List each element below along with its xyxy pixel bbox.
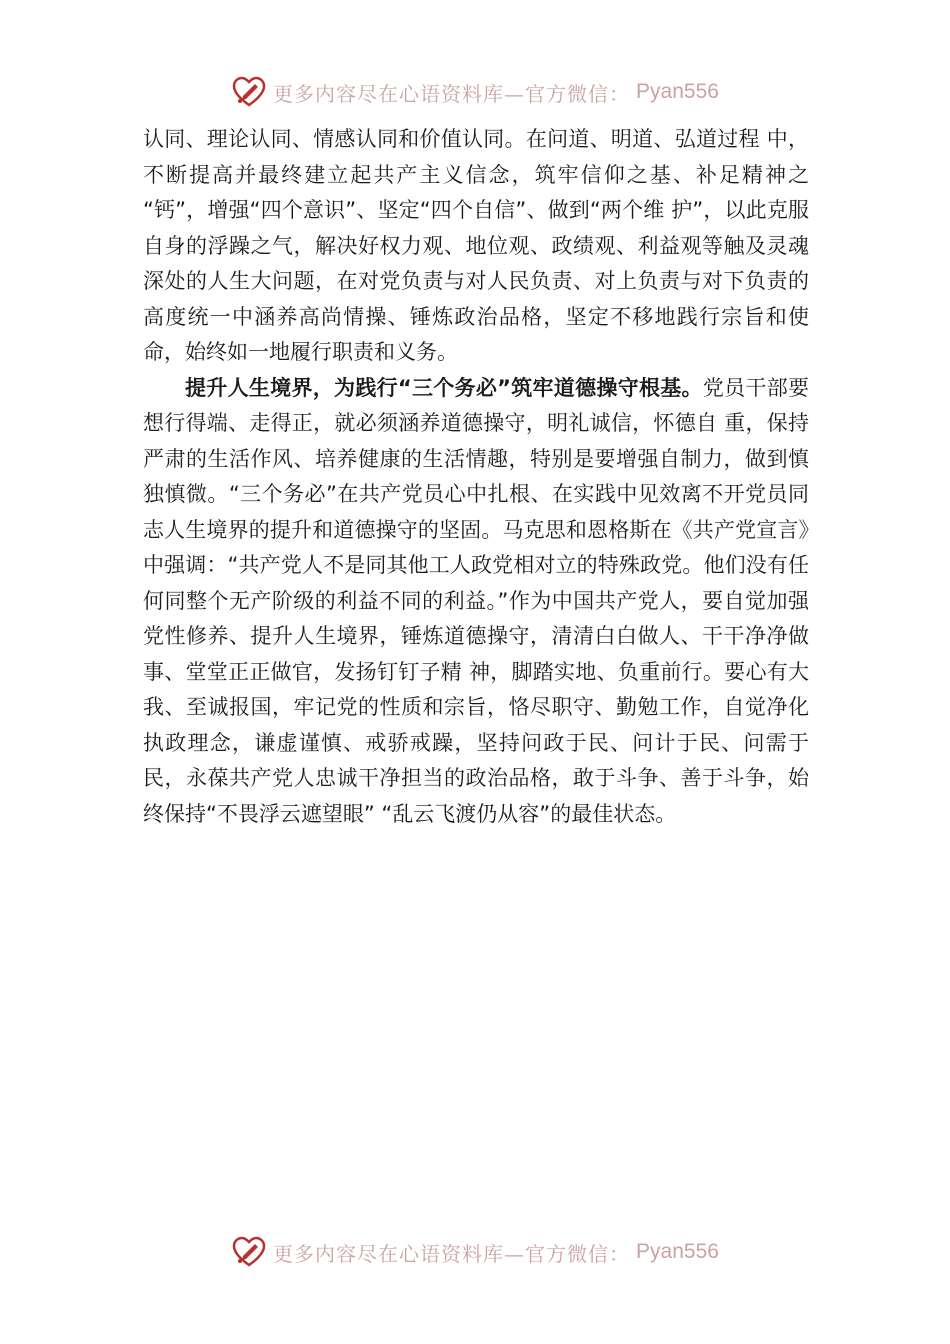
document-body <box>143 122 809 832</box>
header-banner <box>0 72 950 112</box>
heart-pen-logo-icon <box>231 1234 267 1270</box>
paragraph-2-text: 党员干部要想行得端、走得正，就必须涵养道德操守，明礼诚信，怀德自 重，保持严肃的生活作风、培养健康的生活情趣，特别是要增强自制力，做到慎独慎微。“三个务必”在共产党员心中扎根、在实践中见效离不开党员同志人生境界的提升和道德操守的坚固。马克思和恩格斯在《共产党宣言》中强调：“共产党人不是同其他工人政党相对立的特殊政党。他们没有任何同整个无产阶级的利益不同的利益。”作为中国共产党人，要自觉加强党性修养、提升人生境界，锤炼道德操守，清清白白做人、干干净净做事、堂堂正正做官，发扬钉钉子精 神，脚踏实地、负重前行。要心有大我、至诚报国，牢记党的性质和宗旨，恪尽职守、勤勉工作，自觉净化执政理念，谦虚谨慎、戒骄戒躁，坚持问政于民、问计于民、问需于民，永葆共产党人忠诚干净担当的政治品格，敢于斗争、善于斗争，始终保持“不畏浮云遮望眼” “乱云飞渡仍从容”的最佳状态。 <box>143 375 810 826</box>
footer-banner <box>0 1232 950 1272</box>
footer-banner-text: 更多内容尽在心语资料库—官方微信： <box>273 1241 631 1266</box>
header-wechat-id: Pyan556 <box>636 80 719 103</box>
paragraph-2-heading: 提升人生境界，为践行“三个务必”筑牢道德操守根基。 <box>185 375 703 400</box>
paragraph-2 <box>143 371 809 833</box>
heart-pen-logo-icon <box>231 74 267 110</box>
footer-wechat-id: Pyan556 <box>636 1240 719 1263</box>
header-banner-text: 更多内容尽在心语资料库—官方微信： <box>273 81 631 106</box>
paragraph-1: 认同、理论认同、情感认同和价值认同。在问道、明道、弘道过程 中，不断提高并最终建立起共产主义信念，筑牢信仰之基、补足精神之 “钙”，增强“四个意识”、坚定“四个自信”、做到“两个维 护”，以此克服自身的浮躁之气，解决好权力观、地位观、政绩观、利益观等触及灵魂深处的人生大问题，在对党负责与对人民负责、对上负责与对下负责的高度统一中涵养高尚情操、锤炼政治品格，坚定不移地践行宗旨和使命，始终如一地履行职责和义务。 <box>143 127 809 364</box>
